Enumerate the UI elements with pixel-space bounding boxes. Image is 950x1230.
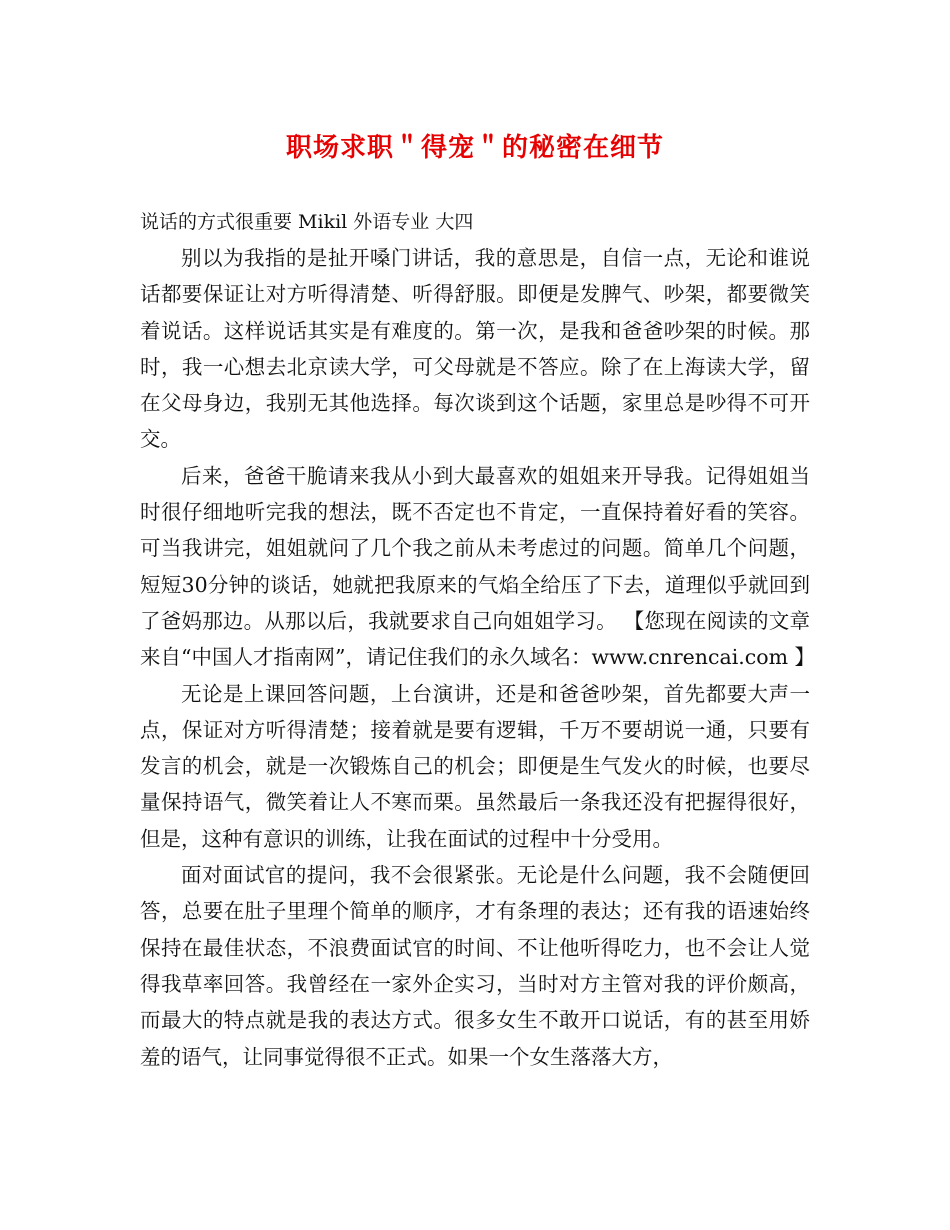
paragraph-4: 面对面试官的提问，我不会很紧张。无论是什么问题，我不会随便回答，总要在肚子里理个简单的顺序，才有条理的表达；还有我的语速始终保持在最佳状态，不浪费面试官的时间、不让他听得吃力，也不会让人觉得我草率回答。我曾经在一家外企实习，当时对方主管对我的评价颇高，而最大的特点就是我的表达方式。很多女生不敢开口说话，有的甚至用娇羞的语气，让同事觉得很不正式。如果一个女生落落大方， <box>140 863 810 1069</box>
paragraph-3: 无论是上课回答问题，上台演讲，还是和爸爸吵架，首先都要大声一点，保证对方听得清楚；接着就是要有逻辑，千万不要胡说一通，只要有发言的机会，就是一次锻炼自己的机会；即便是生气发火的时候，也要尽量保持语气，微笑着让人不寒而栗。虽然最后一条我还没有把握得很好，但是，这种有意识的训练，让我在面试的过程中十分受用。 <box>140 681 810 851</box>
article-body <box>140 240 816 1075</box>
article-subheading: 说话的方式很重要 Mikil 外语专业 大四 <box>140 211 474 233</box>
article-title: 职场求职＂得宠＂的秘密在细节 <box>285 133 664 163</box>
paragraph-1: 别以为我指的是扯开嗓门讲话，我的意思是，自信一点，无论和谁说话都要保证让对方听得清楚、听得舒服。即便是发脾气、吵架，都要微笑着说话。这样说话其实是有难度的。第一次，是我和爸爸吵架的时候。那时，我一心想去北京读大学，可父母就是不答应。除了在上海读大学，留在父母身边，我别无其他选择。每次谈到这个话题，家里总是吵得不可开交。 <box>140 246 810 452</box>
paragraph-2: 后来，爸爸干脆请来我从小到大最喜欢的姐姐来开导我。记得姐姐当时很仔细地听完我的想法，既不否定也不肯定，一直保持着好看的笑容。可当我讲完，姐姐就问了几个我之前从未考虑过的问题。简单几个问题，短短30分钟的谈话，她就把我原来的气焰全给压了下去，道理似乎就回到了爸妈那边。从那以后，我就要求自己向姐姐学习。 【您现在阅读的文章来自“中国人才指南网”，请记住我们的永久域名：www.cnrencai.com 】 <box>140 463 816 670</box>
